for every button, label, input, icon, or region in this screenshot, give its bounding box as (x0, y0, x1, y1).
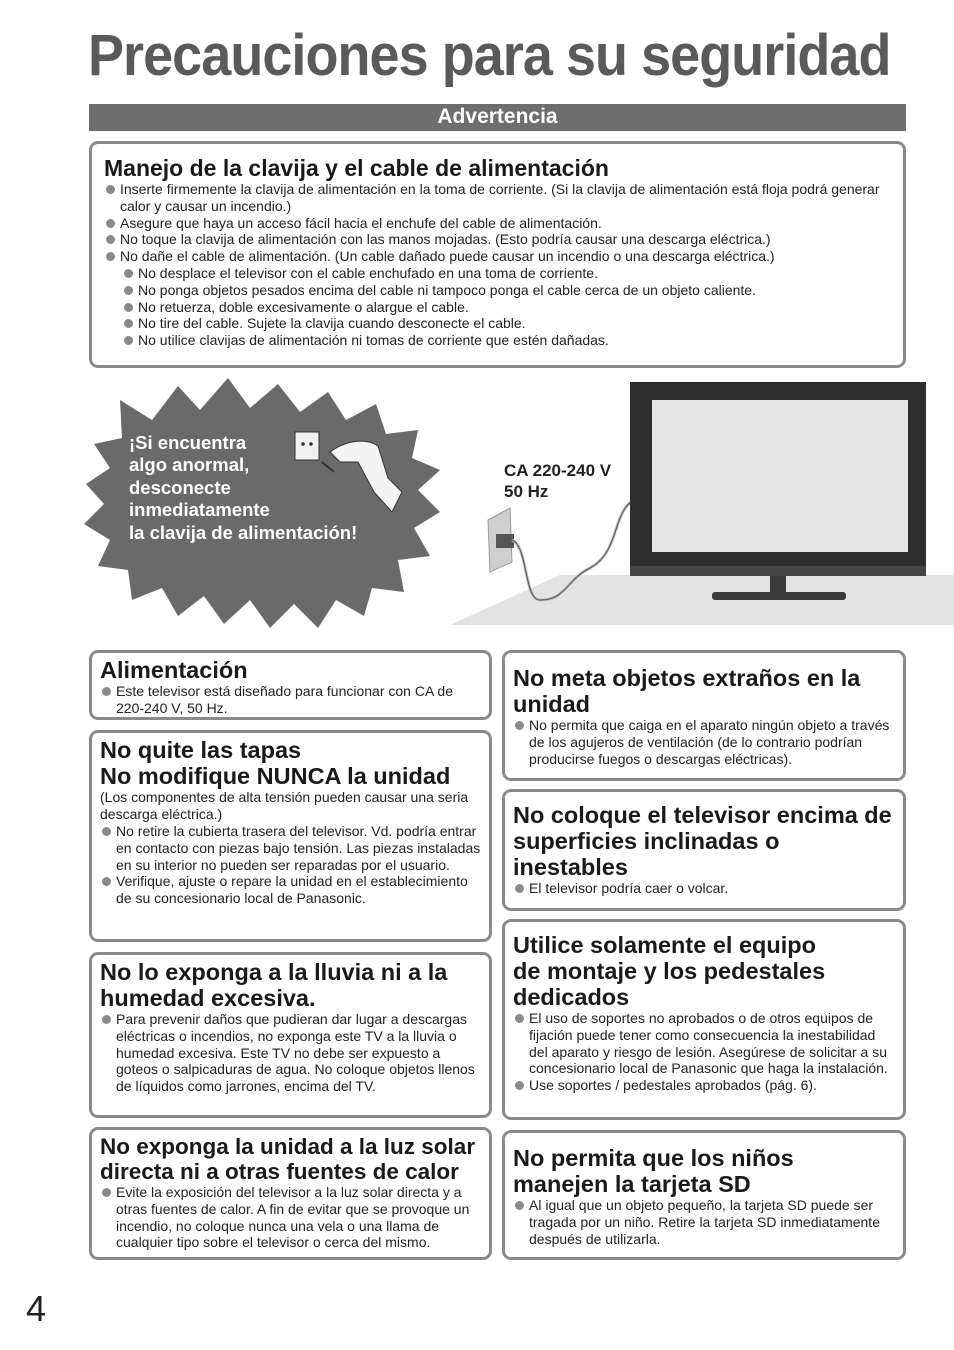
list-item: Inserte firmemente la clavija de alimentación en la toma de corriente. (Si la clavija de alimentación está floja podrá generar calor y causar un incendio.) (104, 181, 891, 215)
alimentacion-box (89, 650, 492, 720)
lluvia-box (89, 952, 492, 1118)
list-item: Verifique, ajuste o repare la unidad en el establecimiento de su concesionario local de Panasonic. (100, 873, 481, 907)
plug-icon (496, 534, 514, 548)
list-item: No tire del cable. Sujete la clavija cuando desconecte el cable. (122, 315, 891, 332)
superficies-title: No coloque el televisor encima de superficies inclinadas o inestables (513, 802, 892, 880)
list-item: Para prevenir daños que pudieran dar lugar a descargas eléctricas o incendios, no exponga este TV a la lluvia o humedad excesiva. Este TV no debe ser expuesto a goteos o salpicaduras de agua. No coloque objetos llenos de líquidos como jarrones, encima del TV. (100, 1011, 481, 1095)
page-title: Precauciones para su seguridad (88, 23, 891, 88)
page-number: 4 (26, 1288, 47, 1329)
luz-box (89, 1127, 492, 1260)
superficies-box (502, 789, 906, 911)
tapas-title-2: No modifique NUNCA la unidad (100, 763, 451, 789)
list-item: El televisor podría caer o volcar. (513, 880, 895, 897)
power-cable-list (104, 181, 891, 349)
list-item: Asegure que haya un acceso fácil hacia el enchufe del cable de alimentación. (104, 215, 891, 232)
list-item: No retuerza, doble excesivamente o alargue el cable. (122, 299, 891, 316)
tv-stand (770, 576, 786, 592)
tv-screen (652, 400, 908, 552)
floor-shape (450, 575, 954, 625)
list-item: No utilice clavijas de alimentación ni tomas de corriente que estén dañadas. (122, 332, 891, 349)
warning-text: ¡Si encuentra algo anormal, desconecte inmediatamente la clavija de alimentación! (129, 432, 358, 543)
list-item: No toque la clavija de alimentación con las manos mojadas. (Esto podría causar una descarga eléctrica.) (104, 231, 891, 248)
power-cable-title: Manejo de la clavija y el cable de alimentación (104, 155, 609, 181)
alimentacion-title: Alimentación (100, 657, 248, 683)
list-item: El uso de soportes no aprobados o de otros equipos de fijación puede tener como consecuencia la inestabilidad del aparato y riesgo de lesión. Asegúrese de solicitar a su concesionario local de Panasonic que haga la instalación. (513, 1010, 895, 1077)
ninos-box (502, 1130, 906, 1260)
list-item: No retire la cubierta trasera del televisor. Vd. podría entrar en contacto con piezas bajo tensión. Las piezas instaladas en su interior no pueden ser reparadas por el usuario. (100, 823, 481, 873)
tapas-box (89, 730, 492, 942)
luz-title: No exponga la unidad a la luz solar directa ni a otras fuentes de calor (100, 1134, 476, 1184)
list-item: No ponga objetos pesados encima del cable ni tampoco ponga el cable cerca de un objeto caliente. (122, 282, 891, 299)
ninos-title: No permita que los niños manejen la tarjeta SD (513, 1145, 794, 1197)
list-item: Use soportes / pedestales aprobados (pág. 6). (513, 1077, 895, 1094)
list-item: Este televisor está diseñado para funcionar con CA de 220-240 V, 50 Hz. (100, 683, 481, 717)
list-item: No desplace el televisor con el cable enchufado en una toma de corriente. (122, 265, 891, 282)
list-item: Al igual que un objeto pequeño, la tarjeta SD puede ser tragada por un niño. Retire la tarjeta SD inmediatamente después de utilizarla. (513, 1197, 895, 1247)
montaje-title: Utilice solamente el equipo de montaje y los pedestales dedicados (513, 932, 826, 1010)
list-item: No permita que caiga en el aparato ningún objeto a través de los agujeros de ventilación (de lo contrario podrían producirse fuegos o descargas eléctricas). (513, 717, 895, 767)
power-cable-box (89, 141, 906, 368)
list-item: Evite la exposición del televisor a la luz solar directa y a otras fuentes de calor. A fin de evitar que se provoque un incendio, no coloque nunca una vela o una llama de cualquier tipo sobre el televisor o cerca del mismo. (100, 1184, 481, 1251)
list-item: No dañe el cable de alimentación. (Un cable dañado puede causar un incendio o una descarga eléctrica.) (104, 248, 891, 265)
warning-banner: Advertencia (89, 104, 906, 131)
lluvia-title: No lo exponga a la lluvia ni a la humedad excesiva. (100, 959, 448, 1011)
voltage-label: CA 220-240 V 50 Hz (504, 461, 612, 501)
objetos-title: No meta objetos extraños en la unidad (513, 665, 861, 717)
montaje-box (502, 919, 906, 1120)
tapas-note: (Los componentes de alta tensión pueden causar una seria descarga eléctrica.) (100, 789, 469, 822)
objetos-box (502, 650, 906, 781)
tapas-title-1: No quite las tapas (100, 737, 302, 763)
